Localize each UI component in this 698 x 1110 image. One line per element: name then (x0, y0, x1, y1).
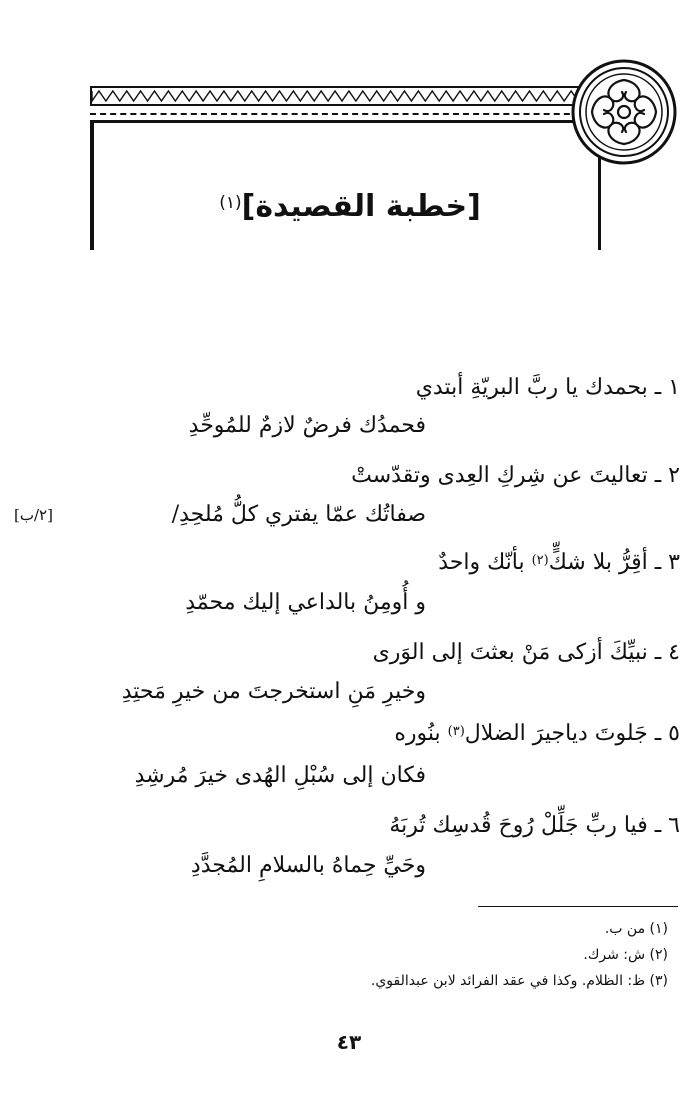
footnote-text: من ب. (604, 921, 646, 937)
verse-5-second-hemistich: فكان إلى سُبْلِ الهُدى خيرَ مُرشِدِ (134, 763, 426, 788)
verse-1-first-hemistich (416, 370, 680, 406)
verse-3-first-hemistich (438, 545, 680, 581)
footnote-2 (583, 944, 668, 966)
verse-text: جَلوتَ دياجيرَ الضلال (464, 721, 648, 746)
ornamental-medallion-icon (570, 58, 678, 166)
footnote-marker-2: (٢) (531, 553, 549, 568)
page-number: ٤٣ (336, 1030, 362, 1054)
verse-text: نبيِّكَ أزكى مَنْ بعثتَ إلى الوَرى (372, 640, 648, 665)
ornamental-dashed-line (90, 113, 590, 115)
verse-number: ٤ ـ (654, 640, 680, 665)
footnote-number: (٣) (649, 973, 668, 989)
verse-5-first-hemistich (394, 716, 680, 752)
footnote-number: (١) (649, 921, 668, 937)
title-footnote-marker: (١) (219, 193, 242, 213)
footnote-text: ش: شرك. (583, 947, 646, 963)
frame-top-rule (90, 120, 595, 123)
verse-text: بحمدك يا ربَّ البريّةِ أبتدي (415, 375, 648, 400)
verse-6-first-hemistich (389, 808, 680, 844)
footnote-separator (478, 906, 678, 907)
verse-1-second-hemistich: فحمدُك فرضٌ لازمٌ للمُوحِّدِ (188, 413, 426, 438)
verse-text: بنُوره (394, 721, 441, 746)
verse-2-second-hemistich: صفاتُك عمّا يفتري كلُّ مُلحِدِ/ (171, 502, 426, 527)
verse-number: ٣ ـ (654, 550, 680, 575)
manuscript-folio-reference: [٢/ب] (14, 506, 53, 524)
verse-number: ٢ ـ (654, 463, 680, 488)
footnote-number: (٢) (649, 947, 668, 963)
zigzag-pattern (92, 88, 588, 104)
verse-number: ٦ ـ (654, 813, 680, 838)
verse-4-first-hemistich (373, 635, 680, 671)
footnote-3 (371, 970, 668, 992)
footnote-text: ظ: الظلام. وكذا في عقد الفرائد لابن عبدالقوي. (370, 973, 646, 989)
verse-number: ٥ ـ (654, 721, 680, 746)
verse-4-second-hemistich: وخيرِ مَنِ استخرجتَ من خيرِ مَحتِدِ (121, 679, 426, 704)
verse-2-first-hemistich (351, 458, 680, 494)
verse-3-second-hemistich: و أُومِنُ بالداعي إليك محمّدِ (185, 590, 426, 615)
verse-text: بأنّك واحدٌ (438, 550, 525, 575)
footnote-marker-3: (٣) (447, 724, 465, 739)
ornamental-border-band (90, 86, 590, 106)
footnote-1 (605, 918, 668, 940)
page-title (150, 185, 550, 229)
verse-text: فيا ربِّ جَلِّلْ رُوحَ قُدسِك تُربَهُ (389, 813, 648, 838)
frame-left-rule (90, 120, 94, 250)
verse-text: تعاليتَ عن شِركِ العِدى وتقدّستْ (351, 463, 648, 488)
verse-6-second-hemistich: وحَيِّ حِماهُ بالسلامِ المُجدَّدِ (190, 853, 426, 878)
verse-text: أقِرُّ بلا شكٍّ (548, 550, 648, 575)
verse-number: ١ ـ (654, 375, 680, 400)
title-text: [خطبة القصيدة] (241, 189, 481, 224)
